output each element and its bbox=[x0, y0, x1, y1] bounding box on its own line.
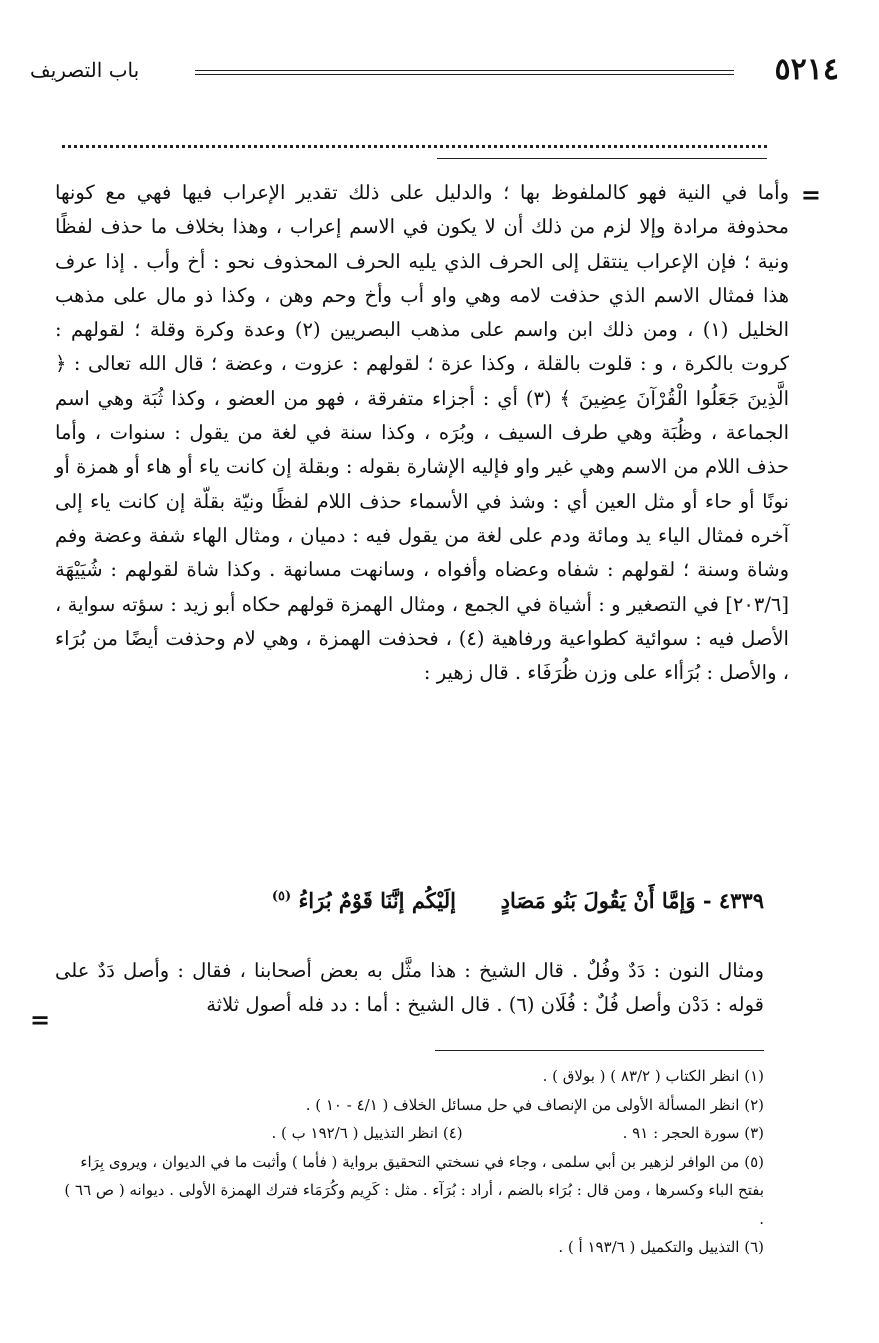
footnote: (٤) انظر التذييل ( ١٩٢/٦ ب ) . bbox=[271, 1124, 463, 1142]
footnote: (١) انظر الكتاب ( ٨٣/٢ ) ( بولاق ) . bbox=[542, 1067, 764, 1085]
footnote: (٣) سورة الحجر : ٩١ . bbox=[622, 1124, 764, 1142]
footnote: (٦) التذييل والتكميل ( ١٩٣/٦ أ ) . bbox=[558, 1238, 764, 1256]
verse-footnote-ref: (٥) bbox=[271, 889, 292, 904]
dotted-separator bbox=[62, 145, 767, 148]
main-text bbox=[55, 176, 789, 690]
footnotes bbox=[55, 1062, 764, 1262]
verse-number: ٤٣٣٩ bbox=[718, 888, 764, 913]
paragraph: ومثال النون : دَدٌ وفُلٌ . قال الشيخ : هذا مثَّل به بعض أصحابنا ، فقال : وأصل دَدٌ على قوله : دَدْن وأصل فُلٌ : فُلَان (٦) . قال الشيخ : أما : دد فله أصول ثلاثة bbox=[55, 958, 764, 1016]
continuation-mark-top: = bbox=[800, 180, 821, 209]
paragraph: وأما في النية فهو كالملفوظ بها ؛ والدليل على ذلك تقدير الإعراب فيها فهي مع كونها محذوفة مرادة وإلا لزم من ذلك أن لا يكون في الاسم إعراب ، وهذا بخلاف ما حذف لفظًا ونية ؛ فإن الإعراب ينتقل إلى الحرف الذي يليه الحرف المحذوف نحو : أخ وأب . إذا عرف هذا فمثال الاسم الذي حذفت لامه وهي واو أب وأخ وحم وهن ، وكذا ذو مال على مذهب الخليل (١) ، ومن ذلك ابن واسم على مذهب البصريين (٢) وعدة وكرة وقلة ؛ لقولهم : كروت بالكرة ، و : قلوت بالقلة ، وكذا عزة ؛ لقولهم : عزوت ، وعضة ؛ قال الله تعالى : ﴿ الَّذِينَ جَعَلُوا الْقُرْآنَ عِضِينَ ﴾ (٣) أي : أجزاء متفرقة ، فهو من العضو ، وكذا ثُبَة وهي اسم الجماعة ، وظُبَة وهي طرف السيف ، وبُرَه ، وكذا سنة في لغة من يقول : سنوات ، وأما حذف اللام من الاسم وهي غير واو فإليه الإشارة بقوله : وبقلة إن كانت ياء أو هاء أو همزة أو نونًا أو حاء أو مثل العين أي : وشذ في الأسماء حذف اللام لفظًا ونيّة بقلّة إن كانت ياء إلى آخره فمثال الياء يد ومائة ودم على لغة من يقول فيه : دميان ، ومثال الهاء شفة وعضة وفم وشاة وسنة ؛ لقولهم : شفاه وعضاه وأفواه ، وسانهت مسانهة . وكذا شاة لقولهم : شُيَيْهَة [٢٠٣/٦] في التصغير و : أشياة في الجمع ، ومثال الهمزة قولهم حكاه أبو زيد : سؤته سواية ، الأصل فيه : سوائية كطواعية ورفاهية (٤) ، فحذفت الهمزة ، وهي لام وحذفت أيضًا من بُرَاء ، والأصل : بُرَأاء على وزن ظُرَفَاء . قال زهير : bbox=[55, 181, 790, 685]
page-number: ٥٢١٤ bbox=[774, 52, 839, 87]
main-text-continued bbox=[55, 934, 764, 1042]
header-rule bbox=[195, 70, 734, 75]
footnote-rule bbox=[435, 1050, 764, 1051]
footnote-row bbox=[55, 1119, 764, 1148]
poetry-verse: ٤٣٣٩ - وَإمَّا أَنْ يَقُولَ بَنُو مَصَادٍ إلَيْكُم إنَّنَا قَوْمٌ بُرَاءُ $^{(٥)}$ bbox=[271, 888, 764, 913]
continuation-mark-bottom: = bbox=[30, 1005, 51, 1034]
page-header bbox=[30, 52, 839, 92]
footnote: (٥) من الوافر لزهير بن أبي سلمى ، وجاء في نسختي التحقيق برواية ( فأما ) وأثبت ما في الديوان ، ويروى بِرَاء بفتح الباء وكسرها ، ومن قال : بُرَاء بالضم ، أراد : بُرَآء . مثل : كَرِيم وكُرَمَاء فترك الهمزة الأولى . ديوانه ( ص ٦٦ ) . bbox=[64, 1152, 764, 1228]
chapter-title: باب التصريف bbox=[30, 58, 140, 82]
footnote: (٢) انظر المسألة الأولى من الإنصاف في حل مسائل الخلاف ( ٤/١ - ١٠ ) . bbox=[305, 1095, 764, 1114]
verse-first-hemistich: وَإمَّا أَنْ يَقُولَ بَنُو مَصَادٍ bbox=[500, 888, 696, 913]
verse-second-hemistich: إلَيْكُم إنَّنَا قَوْمٌ بُرَاءُ bbox=[298, 888, 456, 913]
top-rule bbox=[437, 158, 767, 159]
